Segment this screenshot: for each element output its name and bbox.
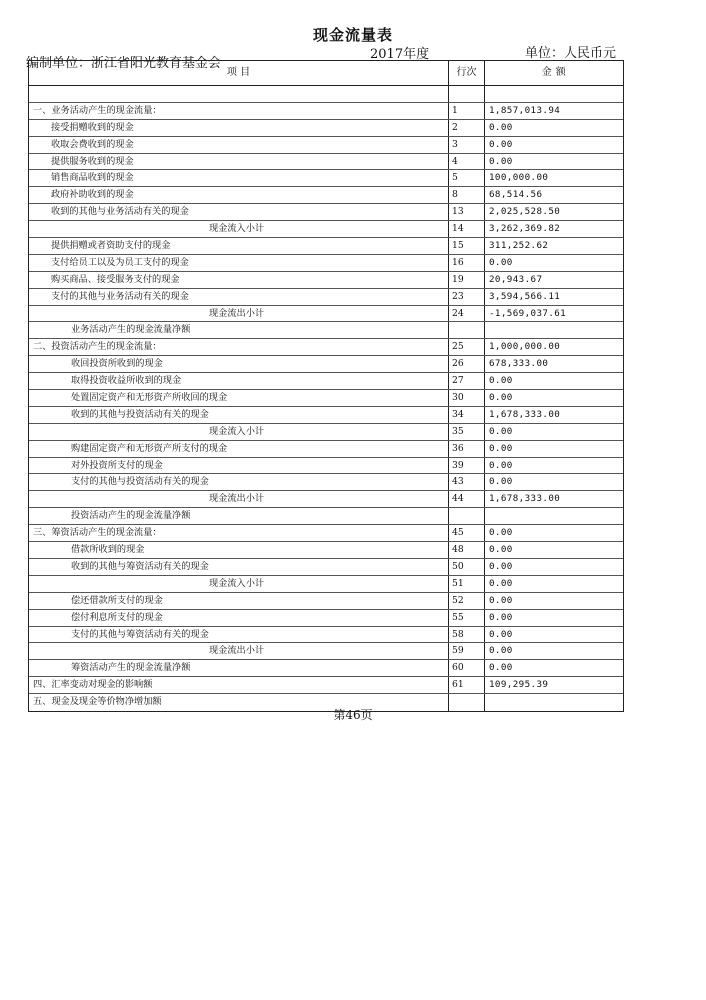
row-line-number: 8 — [449, 187, 485, 203]
row-amount: 678,333.00 — [489, 358, 549, 370]
row-line-number: 39 — [449, 458, 485, 474]
row-amount: 100,000.00 — [489, 172, 549, 184]
table-row — [29, 627, 623, 644]
table-row — [29, 542, 623, 559]
row-amount: 1,678,333.00 — [489, 493, 561, 505]
header-amount: 金 额 — [541, 67, 567, 78]
table-row — [29, 339, 623, 356]
table-row — [29, 204, 623, 221]
table-row — [29, 559, 623, 576]
table-row — [29, 407, 623, 424]
row-line-number: 48 — [449, 542, 485, 558]
row-amount — [485, 508, 623, 524]
row-line-number: 25 — [449, 339, 485, 355]
row-amount: 0.00 — [489, 425, 513, 437]
row-amount: 0.00 — [489, 662, 513, 674]
row-amount: 1,000,000.00 — [489, 341, 561, 353]
row-amount: 0.00 — [489, 392, 513, 404]
row-amount: 3,594,566.11 — [489, 290, 561, 302]
table-row — [29, 508, 623, 525]
row-item-label: 收到的其他与投资活动有关的现金 — [29, 407, 449, 423]
table-row — [29, 187, 623, 204]
row-amount: 68,514.56 — [489, 189, 543, 201]
row-amount: 0.00 — [489, 527, 513, 539]
table-row — [29, 491, 623, 508]
row-item-label: 偿还借款所支付的现金 — [29, 593, 449, 609]
row-item-label: 业务活动产生的现金流量净额 — [29, 322, 449, 338]
row-amount — [485, 86, 623, 102]
row-item-label: 现金流入小计 — [29, 221, 449, 237]
row-item-label: 偿付利息所支付的现金 — [29, 610, 449, 626]
row-line-number: 61 — [449, 677, 485, 693]
row-line-number: 14 — [449, 221, 485, 237]
row-amount: 0.00 — [489, 577, 513, 589]
table-row — [29, 576, 623, 593]
table-row — [29, 154, 623, 171]
row-amount: 20,943.67 — [489, 273, 543, 285]
table-row — [29, 474, 623, 491]
row-line-number: 26 — [449, 356, 485, 372]
row-amount: 0.00 — [489, 121, 513, 133]
table-row — [29, 660, 623, 677]
row-amount: 109,295.39 — [489, 679, 549, 691]
row-item-label: 现金流出小计 — [29, 491, 449, 507]
table-row — [29, 677, 623, 694]
row-amount: 1,678,333.00 — [489, 408, 561, 420]
row-line-number: 2 — [449, 120, 485, 136]
row-item-label: 支付的其他与筹资活动有关的现金 — [29, 627, 449, 643]
row-line-number — [449, 508, 485, 524]
row-item-label: 收到的其他与业务活动有关的现金 — [29, 204, 449, 220]
row-line-number: 43 — [449, 474, 485, 490]
table-row — [29, 441, 623, 458]
table-row — [29, 424, 623, 441]
page-title: 现金流量表 — [312, 26, 393, 44]
row-amount: 0.00 — [489, 476, 513, 488]
row-amount: 0.00 — [489, 645, 513, 657]
row-amount: 0.00 — [489, 442, 513, 454]
row-line-number: 5 — [449, 170, 485, 186]
row-line-number: 4 — [449, 154, 485, 170]
row-line-number: 44 — [449, 491, 485, 507]
row-item-label: 支付的其他与业务活动有关的现金 — [29, 289, 449, 305]
table-row — [29, 255, 623, 272]
row-line-number: 27 — [449, 373, 485, 389]
table-row — [29, 390, 623, 407]
row-amount: 0.00 — [489, 256, 513, 268]
report-year: 2017年度 — [370, 47, 430, 62]
row-amount: 2,025,528.50 — [489, 206, 561, 218]
row-item-label: 购建固定资产和无形资产所支付的现金 — [29, 441, 449, 457]
row-line-number: 30 — [449, 390, 485, 406]
page-number: 第46页 — [333, 708, 373, 722]
table-row — [29, 137, 623, 154]
table-row — [29, 373, 623, 390]
table-row — [29, 170, 623, 187]
row-item-label: 现金流出小计 — [29, 643, 449, 659]
row-amount: 3,262,369.82 — [489, 223, 561, 235]
table-row — [29, 306, 623, 323]
header-line-no: 行次 — [449, 61, 485, 85]
row-item-label: 收取会费收到的现金 — [29, 137, 449, 153]
row-amount: 0.00 — [489, 459, 513, 471]
table-row — [29, 458, 623, 475]
row-line-number: 59 — [449, 643, 485, 659]
header-item: 项 目 — [29, 61, 449, 85]
row-amount: 0.00 — [489, 138, 513, 150]
row-line-number: 19 — [449, 272, 485, 288]
row-amount — [485, 322, 623, 338]
row-item-label: 投资活动产生的现金流量净额 — [29, 508, 449, 524]
table-row — [29, 221, 623, 238]
cash-flow-table — [28, 60, 624, 712]
row-amount: 0.00 — [489, 628, 513, 640]
row-line-number: 55 — [449, 610, 485, 626]
row-amount: 311,252.62 — [489, 240, 549, 252]
row-item-label: 借款所收到的现金 — [29, 542, 449, 558]
row-item-label: 现金流入小计 — [29, 424, 449, 440]
row-line-number: 3 — [449, 137, 485, 153]
row-line-number: 35 — [449, 424, 485, 440]
row-item-label: 购买商品、接受服务支付的现金 — [29, 272, 449, 288]
row-line-number: 45 — [449, 525, 485, 541]
table-row — [29, 289, 623, 306]
row-item-label: 四、汇率变动对现金的影响额 — [29, 677, 449, 693]
row-line-number: 24 — [449, 306, 485, 322]
row-item-label: 二、投资活动产生的现金流量： — [29, 339, 449, 355]
row-item-label: 取得投资收益所收到的现金 — [29, 373, 449, 389]
row-item-label: 接受捐赠收到的现金 — [29, 120, 449, 136]
row-amount: 0.00 — [489, 611, 513, 623]
row-line-number: 60 — [449, 660, 485, 676]
row-item-label: 收回投资所收到的现金 — [29, 356, 449, 372]
table-row — [29, 322, 623, 339]
row-line-number — [449, 322, 485, 338]
table-row — [29, 238, 623, 255]
row-item-label: 对外投资所支付的现金 — [29, 458, 449, 474]
row-item-label: 提供服务收到的现金 — [29, 154, 449, 170]
row-line-number: 36 — [449, 441, 485, 457]
row-item-label: 支付给员工以及为员工支付的现金 — [29, 255, 449, 271]
table-body — [29, 86, 623, 711]
row-item-label: 筹资活动产生的现金流量净额 — [29, 660, 449, 676]
row-amount: 0.00 — [489, 155, 513, 167]
table-row — [29, 593, 623, 610]
table-row — [29, 120, 623, 137]
row-line-number: 16 — [449, 255, 485, 271]
row-line-number: 15 — [449, 238, 485, 254]
row-line-number: 23 — [449, 289, 485, 305]
row-line-number: 51 — [449, 576, 485, 592]
row-amount: 1,857,013.94 — [489, 104, 561, 116]
row-line-number — [449, 86, 485, 102]
row-item-label: 一、业务活动产生的现金流量： — [29, 103, 449, 119]
row-item-label: 现金流出小计 — [29, 306, 449, 322]
table-row — [29, 525, 623, 542]
row-amount: 0.00 — [489, 544, 513, 556]
row-line-number: 13 — [449, 204, 485, 220]
row-item-label: 五、现金及现金等价物净增加额 — [29, 694, 449, 711]
row-item-label: 收到的其他与筹资活动有关的现金 — [29, 559, 449, 575]
row-item-label: 处置固定资产和无形资产所收回的现金 — [29, 390, 449, 406]
currency-unit-label: 单位：人民币元 — [525, 46, 617, 61]
row-item-label: 支付的其他与投资活动有关的现金 — [29, 474, 449, 490]
table-row — [29, 103, 623, 120]
row-amount: 0.00 — [489, 375, 513, 387]
table-header — [29, 61, 623, 86]
row-item-label — [29, 86, 449, 102]
row-amount: 0.00 — [489, 594, 513, 606]
table-row — [29, 356, 623, 373]
table-row — [29, 272, 623, 289]
table-row — [29, 86, 623, 103]
row-amount: 0.00 — [489, 560, 513, 572]
row-line-number: 52 — [449, 593, 485, 609]
row-item-label: 提供捐赠或者资助支付的现金 — [29, 238, 449, 254]
row-item-label: 现金流入小计 — [29, 576, 449, 592]
organization-label: 编制单位：浙江省阳光教育基金会 — [26, 56, 222, 71]
row-item-label: 三、筹资活动产生的现金流量： — [29, 525, 449, 541]
row-line-number: 50 — [449, 559, 485, 575]
row-item-label: 销售商品收到的现金 — [29, 170, 449, 186]
row-item-label: 政府补助收到的现金 — [29, 187, 449, 203]
table-row — [29, 643, 623, 660]
table-row — [29, 610, 623, 627]
row-line-number: 58 — [449, 627, 485, 643]
row-line-number: 1 — [449, 103, 485, 119]
row-line-number: 34 — [449, 407, 485, 423]
row-amount: -1,569,037.61 — [489, 307, 567, 319]
